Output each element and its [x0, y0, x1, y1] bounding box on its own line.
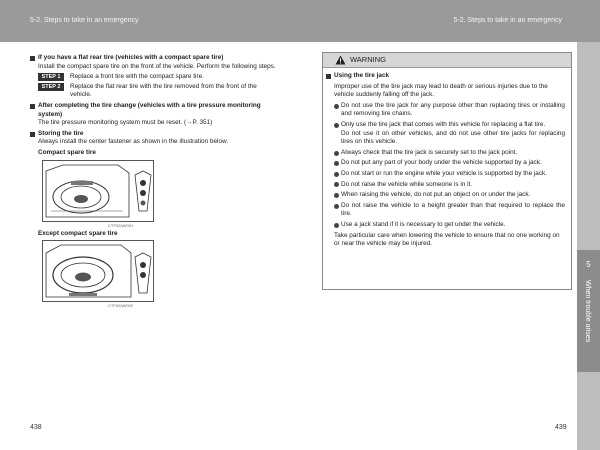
warning-subtitle: Using the tire jack — [326, 72, 565, 81]
square-bullet-icon — [326, 74, 331, 79]
header-right-title: 5-2. Steps to take in an emergency — [453, 17, 562, 24]
warning-body — [323, 68, 571, 249]
trunk-full-tire-drawing — [43, 241, 155, 303]
section-text-storing: Always install the center fastener as shown in the illustration below. — [38, 138, 229, 146]
warning-triangle-icon — [335, 55, 346, 65]
page-number-left: 438 — [30, 424, 42, 431]
illustration-code: CTF52AW001 — [108, 222, 134, 228]
illustration-full-spare — [42, 240, 154, 302]
warning-bullet: When raising the vehicle, do not put an object on or under the jack. — [326, 191, 565, 200]
warning-box — [322, 52, 572, 290]
step-text: Replace the flat rear tire with the tire removed from the front of the vehicle. — [70, 82, 257, 99]
illustration-code: CTF52AW002 — [108, 303, 134, 309]
side-tab-strip — [577, 42, 600, 450]
page-number-right: 439 — [555, 424, 567, 431]
step-text: Replace a front tire with the compact spare tire. — [70, 73, 204, 81]
warning-bullet: Use a jack stand if it is necessary to get under the vehicle. — [326, 221, 565, 230]
bullet-dot-icon — [334, 151, 339, 156]
warning-bullet: Do not raise the vehicle while someone is in it. — [326, 181, 565, 190]
side-tab-label: When trouble arises — [584, 280, 591, 343]
section-text-flat-rear: Install the compact spare tire on the front of the vehicle. Perform the following steps. — [38, 62, 276, 70]
warning-bullet: Do not raise the vehicle to a height greater than that required to replace the tire. — [326, 202, 565, 219]
warning-bullet: Do not start or run the engine while your vehicle is supported by the jack. — [326, 170, 565, 179]
warning-bullet: Do not use the tire jack for any purpose other than replacing tires or installing and removing tire chains. — [326, 102, 565, 119]
illustration-caption-compact: Compact spare tire — [38, 148, 96, 156]
warning-outro: Take particular care when lowering the vehicle to ensure that no one working on or near the vehicle may be injured. — [334, 231, 560, 248]
section-title-storing: Storing the tire — [30, 130, 280, 139]
step-badge: STEP 1 — [38, 73, 64, 81]
warning-header — [323, 53, 571, 68]
illustration-compact-spare — [42, 160, 154, 222]
trunk-spare-tire-drawing — [43, 161, 155, 223]
square-bullet-icon — [30, 132, 35, 137]
bullet-dot-icon — [334, 104, 339, 109]
warning-intro: Improper use of the tire jack may lead to death or serious injuries due to the vehicle suddenly falling off the jack. — [334, 82, 548, 99]
bullet-dot-icon — [334, 193, 339, 198]
step-badge: STEP 2 — [38, 83, 64, 91]
section-text-after-change: The tire pressure monitoring system must be reset. (→P. 351) — [38, 119, 213, 127]
bullet-dot-icon — [334, 161, 339, 166]
step-1 — [30, 73, 280, 82]
warning-bullet: Only use the tire jack that comes with this vehicle for replacing a flat tire. Do not use it on other vehicles, and do not use other tire jacks for replacing tires on this vehicle. — [326, 121, 565, 147]
illustration-caption-except: Except compact spare tire — [38, 229, 118, 237]
bullet-dot-icon — [334, 223, 339, 228]
side-tab-number: 5 — [586, 260, 591, 269]
step-2 — [30, 83, 280, 100]
right-column — [322, 52, 572, 290]
bullet-dot-icon — [334, 204, 339, 209]
bullet-dot-icon — [334, 123, 339, 128]
section-title-flat-rear: If you have a flat rear tire (vehicles with a compact spare tire) — [30, 54, 280, 63]
warning-title: WARNING — [350, 54, 386, 64]
left-column — [30, 52, 280, 308]
section-title-after-change: After completing the tire change (vehicles with a tire pressure monitoring system) — [30, 102, 280, 119]
header-left-title: 5-2. Steps to take in an emergency — [30, 17, 139, 24]
square-bullet-icon — [30, 56, 35, 61]
warning-bullet: Do not put any part of your body under the vehicle supported by a jack. — [326, 159, 565, 168]
square-bullet-icon — [30, 104, 35, 109]
bullet-dot-icon — [334, 172, 339, 177]
warning-bullet: Always check that the tire jack is securely set to the jack point. — [326, 149, 565, 158]
bullet-dot-icon — [334, 182, 339, 187]
